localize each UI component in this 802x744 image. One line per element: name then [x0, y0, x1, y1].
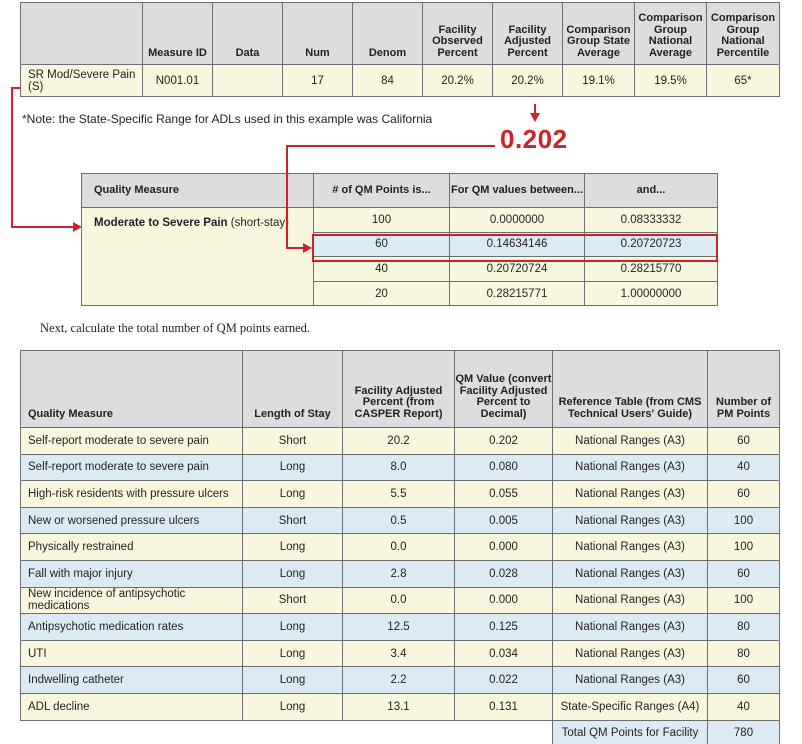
table3-cell: National Ranges (A3) [553, 481, 708, 508]
table1-header: Comparison Group State Average [563, 3, 635, 65]
table3-cell: High-risk residents with pressure ulcers [21, 481, 243, 508]
table2-cell: 20 [314, 281, 450, 306]
table3-header: QM Value (convert Facility Adjusted Percent to Decimal) [455, 351, 553, 428]
table3-cell: National Ranges (A3) [553, 507, 708, 534]
table3-cell: 5.5 [343, 481, 455, 508]
table3-header-row [21, 351, 780, 428]
table-row [21, 65, 780, 97]
table1-cell: 19.5% [635, 65, 707, 97]
qm-points-summary-table [20, 350, 780, 744]
table3-cell: New or worsened pressure ulcers [21, 507, 243, 534]
table3-header: Number of PM Points [708, 351, 780, 428]
table2-header: Quality Measure [82, 174, 314, 208]
table3-cell: New incidence of antipsychotic medications [21, 587, 243, 614]
table3-cell: 40 [708, 454, 780, 481]
facility-measure-table [20, 2, 780, 97]
table3-cell: Self-report moderate to severe pain [21, 428, 243, 455]
table3-cell: 0.080 [455, 454, 553, 481]
table3-cell: 13.1 [343, 693, 455, 720]
table3-cell: Long [243, 693, 343, 720]
table-row [21, 507, 780, 534]
table3-cell: Indwelling catheter [21, 667, 243, 694]
table3-cell: National Ranges (A3) [553, 428, 708, 455]
table3-header: Facility Adjusted Percent (from CASPER Report) [343, 351, 455, 428]
table3-cell: National Ranges (A3) [553, 454, 708, 481]
table-row [21, 587, 780, 614]
table2-cell: 0.08333332 [585, 208, 718, 233]
table3-cell: 60 [708, 481, 780, 508]
connector-line-left [12, 88, 74, 227]
table3-cell: 80 [708, 640, 780, 667]
table3-header: Length of Stay [243, 351, 343, 428]
table2-cell: 0.14634146 [450, 232, 585, 257]
table3-cell: Long [243, 534, 343, 561]
table1-header: Facility Adjusted Percent [493, 3, 563, 65]
table3-cell: Long [243, 667, 343, 694]
table1-cell: SR Mod/Severe Pain (S) [21, 65, 143, 97]
table3-cell: Antipsychotic medication rates [21, 614, 243, 641]
table3-cell: Long [243, 614, 343, 641]
table3-cell: 100 [708, 587, 780, 614]
total-label: Total QM Points for Facility [553, 720, 708, 744]
table3-cell: 2.8 [343, 560, 455, 587]
table3-cell: National Ranges (A3) [553, 614, 708, 641]
table2-header: For QM values between... [450, 174, 585, 208]
table3-cell: 100 [708, 507, 780, 534]
table3-cell: National Ranges (A3) [553, 534, 708, 561]
table3-cell: 0.022 [455, 667, 553, 694]
table1-cell [213, 65, 283, 97]
table1-cell: 17 [283, 65, 353, 97]
table1-cell: 20.2% [423, 65, 493, 97]
qm-value-callout: 0.202 [500, 124, 568, 154]
table3-cell: Fall with major injury [21, 560, 243, 587]
table3-cell: National Ranges (A3) [553, 667, 708, 694]
table3-cell: 60 [708, 428, 780, 455]
table-row [21, 667, 780, 694]
table2-cell: 60 [314, 232, 450, 257]
table3-cell: 0.0 [343, 587, 455, 614]
table3-cell: 2.2 [343, 667, 455, 694]
table2-cell: 0.20720723 [585, 232, 718, 257]
table3-cell: 60 [708, 667, 780, 694]
table3-cell: Short [243, 428, 343, 455]
table1-header: Facility Observed Percent [423, 3, 493, 65]
table3-cell: 60 [708, 560, 780, 587]
table3-cell: 0.000 [455, 534, 553, 561]
table3-cell: National Ranges (A3) [553, 640, 708, 667]
table-row [21, 481, 780, 508]
table3-cell: National Ranges (A3) [553, 587, 708, 614]
measure-stay: (short-stay) [227, 217, 289, 229]
table1-cell: 19.1% [563, 65, 635, 97]
table2-cell: 0.28215770 [585, 257, 718, 282]
table-row [21, 614, 780, 641]
table3-cell: Short [243, 587, 343, 614]
table3-cell: Long [243, 560, 343, 587]
table-row [21, 454, 780, 481]
table2-header-row [82, 174, 718, 208]
table3-cell: 0.000 [455, 587, 553, 614]
table3-cell: Physically restrained [21, 534, 243, 561]
table2-header: # of QM Points is... [314, 174, 450, 208]
table3-cell: 8.0 [343, 454, 455, 481]
table2-cell: 0.28215771 [450, 281, 585, 306]
table-row [21, 560, 780, 587]
state-range-note: *Note: the State-Specific Range for ADLs used in this example was California [22, 112, 433, 126]
table3-cell: 40 [708, 693, 780, 720]
highlighted-row-outline [312, 234, 718, 262]
table1-header: Comparison Group National Average [635, 3, 707, 65]
measure-name: Moderate to Severe Pain [94, 217, 228, 229]
table2-header: and... [585, 174, 718, 208]
table-row [21, 693, 780, 720]
table-row [82, 208, 718, 233]
table3-header: Reference Table (from CMS Technical Users' Guide) [553, 351, 708, 428]
table1-header: Data [213, 3, 283, 65]
table3-cell: UTI [21, 640, 243, 667]
table3-cell: 80 [708, 614, 780, 641]
table1-header [21, 3, 143, 65]
table3-cell: 3.4 [343, 640, 455, 667]
table-row [21, 534, 780, 561]
table3-cell: State-Specific Ranges (A4) [553, 693, 708, 720]
table1-header: Measure ID [143, 3, 213, 65]
table3-cell: ADL decline [21, 693, 243, 720]
table3-cell: 0.028 [455, 560, 553, 587]
table1-cell: 84 [353, 65, 423, 97]
table3-cell: Long [243, 454, 343, 481]
arrowhead-down [530, 113, 540, 122]
table1-header: Num [283, 3, 353, 65]
table3-cell: 0.202 [455, 428, 553, 455]
total-row [21, 720, 780, 744]
table3-cell: 12.5 [343, 614, 455, 641]
instruction-text: Next, calculate the total number of QM points earned. [40, 321, 311, 335]
table3-cell: 0.034 [455, 640, 553, 667]
table3-cell: 0.125 [455, 614, 553, 641]
table3-cell: Short [243, 507, 343, 534]
table3-cell: 0.005 [455, 507, 553, 534]
total-value: 780 [708, 720, 780, 744]
table2-cell: 100 [314, 208, 450, 233]
table3-cell: 0.131 [455, 693, 553, 720]
table1-cell: N001.01 [143, 65, 213, 97]
table1-header: Comparison Group National Percentile [707, 3, 780, 65]
table2-cell: 0.0000000 [450, 208, 585, 233]
quality-measure-cell [82, 208, 314, 306]
table3-cell: 0.5 [343, 507, 455, 534]
table3-cell: Long [243, 640, 343, 667]
table-row [21, 428, 780, 455]
table1-header: Denom [353, 3, 423, 65]
table2-cell: 1.00000000 [585, 281, 718, 306]
table3-cell: National Ranges (A3) [553, 560, 708, 587]
table1-cell: 20.2% [493, 65, 563, 97]
table3-header: Quality Measure [21, 351, 243, 428]
table3-cell: 100 [708, 534, 780, 561]
table3-cell: 0.0 [343, 534, 455, 561]
table-row [21, 640, 780, 667]
table3-cell: Long [243, 481, 343, 508]
table3-cell: 20.2 [343, 428, 455, 455]
table3-cell: 0.055 [455, 481, 553, 508]
table2-cell: 0.20720724 [450, 257, 585, 282]
table1-header-row [21, 3, 780, 65]
table3-cell: Self-report moderate to severe pain [21, 454, 243, 481]
table2-cell: 40 [314, 257, 450, 282]
table1-cell: 65* [707, 65, 780, 97]
